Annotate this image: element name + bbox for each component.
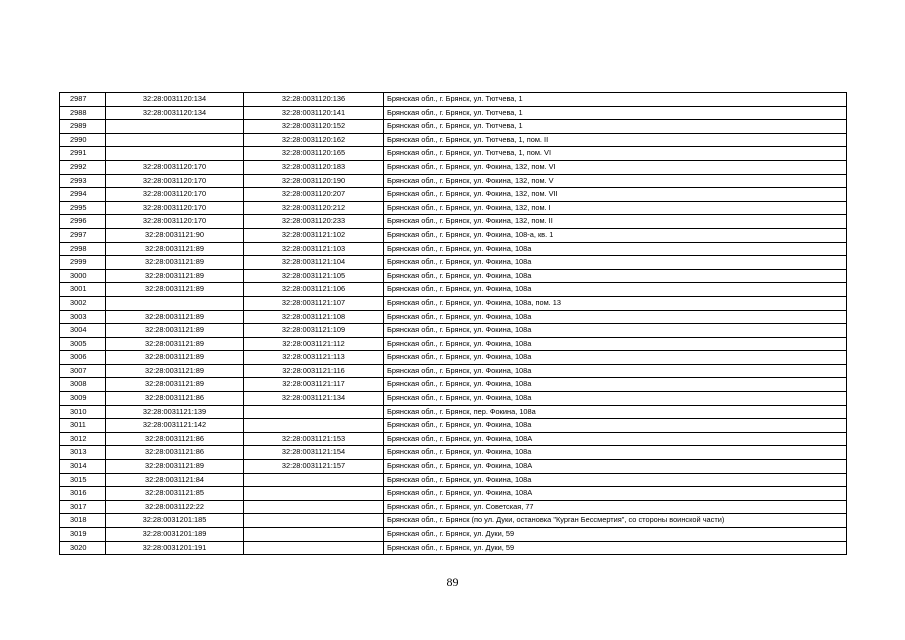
table-row bbox=[60, 378, 847, 392]
table-row bbox=[60, 364, 847, 378]
object-number-cell: 32:28:0031120:207 bbox=[244, 188, 384, 202]
row-number-cell: 3007 bbox=[60, 364, 106, 378]
row-number-cell: 2996 bbox=[60, 215, 106, 229]
registry-table bbox=[59, 92, 847, 555]
parcel-number-cell bbox=[106, 147, 244, 161]
object-number-cell: 32:28:0031121:102 bbox=[244, 228, 384, 242]
object-number-cell: 32:28:0031120:162 bbox=[244, 133, 384, 147]
row-number-cell: 2994 bbox=[60, 188, 106, 202]
table-row bbox=[60, 215, 847, 229]
row-number-cell: 3010 bbox=[60, 405, 106, 419]
row-number-cell: 3016 bbox=[60, 487, 106, 501]
object-number-cell: 32:28:0031120:141 bbox=[244, 106, 384, 120]
table-row bbox=[60, 283, 847, 297]
parcel-number-cell: 32:28:0031121:86 bbox=[106, 392, 244, 406]
table-row bbox=[60, 310, 847, 324]
parcel-number-cell: 32:28:0031201:189 bbox=[106, 528, 244, 542]
parcel-number-cell: 32:28:0031121:89 bbox=[106, 283, 244, 297]
parcel-number-cell: 32:28:0031121:89 bbox=[106, 337, 244, 351]
parcel-number-cell: 32:28:0031201:191 bbox=[106, 541, 244, 555]
object-number-cell: 32:28:0031121:112 bbox=[244, 337, 384, 351]
object-number-cell: 32:28:0031120:136 bbox=[244, 93, 384, 107]
row-number-cell: 3015 bbox=[60, 473, 106, 487]
address-cell: Брянская обл., г. Брянск, ул. Фокина, 108а, пом. 13 bbox=[384, 296, 847, 310]
parcel-number-cell: 32:28:0031121:89 bbox=[106, 351, 244, 365]
table-row bbox=[60, 174, 847, 188]
table-row bbox=[60, 324, 847, 338]
registry-table-body bbox=[60, 93, 847, 555]
address-cell: Брянская обл., г. Брянск, ул. Фокина, 108а bbox=[384, 446, 847, 460]
table-row bbox=[60, 120, 847, 134]
object-number-cell bbox=[244, 500, 384, 514]
parcel-number-cell: 32:28:0031121:84 bbox=[106, 473, 244, 487]
row-number-cell: 3020 bbox=[60, 541, 106, 555]
object-number-cell: 32:28:0031121:104 bbox=[244, 256, 384, 270]
address-cell: Брянская обл., г. Брянск, ул. Тютчева, 1 bbox=[384, 120, 847, 134]
page-number: 89 bbox=[446, 575, 459, 589]
object-number-cell: 32:28:0031120:183 bbox=[244, 160, 384, 174]
parcel-number-cell bbox=[106, 120, 244, 134]
address-cell: Брянская обл., г. Брянск, ул. Тютчева, 1, пом. VI bbox=[384, 147, 847, 161]
parcel-number-cell: 32:28:0031121:139 bbox=[106, 405, 244, 419]
row-number-cell: 2997 bbox=[60, 228, 106, 242]
table-row bbox=[60, 392, 847, 406]
parcel-number-cell: 32:28:0031120:170 bbox=[106, 160, 244, 174]
row-number-cell: 3017 bbox=[60, 500, 106, 514]
address-cell: Брянская обл., г. Брянск, ул. Тютчева, 1, пом. II bbox=[384, 133, 847, 147]
parcel-number-cell: 32:28:0031121:89 bbox=[106, 378, 244, 392]
object-number-cell: 32:28:0031120:152 bbox=[244, 120, 384, 134]
address-cell: Брянская обл., г. Брянск, ул. Фокина, 108а bbox=[384, 351, 847, 365]
object-number-cell bbox=[244, 514, 384, 528]
row-number-cell: 3008 bbox=[60, 378, 106, 392]
parcel-number-cell: 32:28:0031121:142 bbox=[106, 419, 244, 433]
address-cell: Брянская обл., г. Брянск, ул. Фокина, 132, пом. VI bbox=[384, 160, 847, 174]
address-cell: Брянская обл., г. Брянск, ул. Фокина, 108а bbox=[384, 392, 847, 406]
object-number-cell: 32:28:0031120:165 bbox=[244, 147, 384, 161]
table-row bbox=[60, 269, 847, 283]
table-row bbox=[60, 228, 847, 242]
object-number-cell: 32:28:0031121:157 bbox=[244, 460, 384, 474]
object-number-cell: 32:28:0031121:153 bbox=[244, 432, 384, 446]
address-cell: Брянская обл., г. Брянск, ул. Фокина, 108А bbox=[384, 487, 847, 501]
parcel-number-cell: 32:28:0031121:89 bbox=[106, 256, 244, 270]
parcel-number-cell: 32:28:0031120:170 bbox=[106, 201, 244, 215]
object-number-cell: 32:28:0031121:154 bbox=[244, 446, 384, 460]
address-cell: Брянская обл., г. Брянск, ул. Фокина, 108а bbox=[384, 419, 847, 433]
row-number-cell: 2995 bbox=[60, 201, 106, 215]
address-cell: Брянская обл., г. Брянск, ул. Фокина, 132, пом. I bbox=[384, 201, 847, 215]
table-row bbox=[60, 133, 847, 147]
parcel-number-cell: 32:28:0031120:170 bbox=[106, 174, 244, 188]
parcel-number-cell bbox=[106, 133, 244, 147]
row-number-cell: 3019 bbox=[60, 528, 106, 542]
row-number-cell: 3001 bbox=[60, 283, 106, 297]
address-cell: Брянская обл., г. Брянск, ул. Фокина, 132, пом. II bbox=[384, 215, 847, 229]
address-cell: Брянская обл., г. Брянск, ул. Фокина, 108а bbox=[384, 364, 847, 378]
table-row bbox=[60, 487, 847, 501]
object-number-cell bbox=[244, 487, 384, 501]
row-number-cell: 3002 bbox=[60, 296, 106, 310]
object-number-cell bbox=[244, 419, 384, 433]
row-number-cell: 3012 bbox=[60, 432, 106, 446]
object-number-cell: 32:28:0031120:190 bbox=[244, 174, 384, 188]
row-number-cell: 2988 bbox=[60, 106, 106, 120]
address-cell: Брянская обл., г. Брянск, ул. Дуки, 59 bbox=[384, 541, 847, 555]
row-number-cell: 2993 bbox=[60, 174, 106, 188]
row-number-cell: 2987 bbox=[60, 93, 106, 107]
address-cell: Брянская обл., г. Брянск, ул. Фокина, 108а bbox=[384, 242, 847, 256]
row-number-cell: 3013 bbox=[60, 446, 106, 460]
row-number-cell: 2991 bbox=[60, 147, 106, 161]
row-number-cell: 2998 bbox=[60, 242, 106, 256]
table-row bbox=[60, 541, 847, 555]
row-number-cell: 3000 bbox=[60, 269, 106, 283]
row-number-cell: 3005 bbox=[60, 337, 106, 351]
object-number-cell: 32:28:0031121:106 bbox=[244, 283, 384, 297]
parcel-number-cell: 32:28:0031122:22 bbox=[106, 500, 244, 514]
address-cell: Брянская обл., г. Брянск, ул. Фокина, 108а bbox=[384, 324, 847, 338]
parcel-number-cell: 32:28:0031121:89 bbox=[106, 310, 244, 324]
address-cell: Брянская обл., г. Брянск, ул. Фокина, 108а bbox=[384, 283, 847, 297]
parcel-number-cell: 32:28:0031121:86 bbox=[106, 446, 244, 460]
address-cell: Брянская обл., г. Брянск, ул. Фокина, 108-а, кв. 1 bbox=[384, 228, 847, 242]
parcel-number-cell: 32:28:0031121:86 bbox=[106, 432, 244, 446]
address-cell: Брянская обл., г. Брянск, ул. Фокина, 108А bbox=[384, 432, 847, 446]
address-cell: Брянская обл., г. Брянск, ул. Советская, 77 bbox=[384, 500, 847, 514]
table-row bbox=[60, 528, 847, 542]
table-row bbox=[60, 256, 847, 270]
table-row bbox=[60, 405, 847, 419]
address-cell: Брянская обл., г. Брянск, ул. Фокина, 108а bbox=[384, 337, 847, 351]
object-number-cell: 32:28:0031120:233 bbox=[244, 215, 384, 229]
parcel-number-cell: 32:28:0031121:89 bbox=[106, 364, 244, 378]
parcel-number-cell: 32:28:0031120:134 bbox=[106, 93, 244, 107]
table-row bbox=[60, 242, 847, 256]
object-number-cell: 32:28:0031121:109 bbox=[244, 324, 384, 338]
parcel-number-cell: 32:28:0031121:89 bbox=[106, 324, 244, 338]
parcel-number-cell: 32:28:0031121:89 bbox=[106, 269, 244, 283]
parcel-number-cell: 32:28:0031120:134 bbox=[106, 106, 244, 120]
object-number-cell: 32:28:0031121:116 bbox=[244, 364, 384, 378]
table-row bbox=[60, 296, 847, 310]
table-row bbox=[60, 460, 847, 474]
address-cell: Брянская обл., г. Брянск, ул. Фокина, 108А bbox=[384, 460, 847, 474]
table-row bbox=[60, 93, 847, 107]
parcel-number-cell: 32:28:0031121:89 bbox=[106, 460, 244, 474]
row-number-cell: 2990 bbox=[60, 133, 106, 147]
address-cell: Брянская обл., г. Брянск, ул. Фокина, 132, пом. V bbox=[384, 174, 847, 188]
object-number-cell: 32:28:0031121:107 bbox=[244, 296, 384, 310]
object-number-cell bbox=[244, 405, 384, 419]
row-number-cell: 3006 bbox=[60, 351, 106, 365]
table-row bbox=[60, 473, 847, 487]
address-cell: Брянская обл., г. Брянск, ул. Фокина, 108а bbox=[384, 378, 847, 392]
parcel-number-cell: 32:28:0031120:170 bbox=[106, 215, 244, 229]
address-cell: Брянская обл., г. Брянск, ул. Фокина, 108а bbox=[384, 269, 847, 283]
row-number-cell: 2999 bbox=[60, 256, 106, 270]
object-number-cell bbox=[244, 541, 384, 555]
row-number-cell: 3011 bbox=[60, 419, 106, 433]
row-number-cell: 3014 bbox=[60, 460, 106, 474]
parcel-number-cell bbox=[106, 296, 244, 310]
row-number-cell: 3004 bbox=[60, 324, 106, 338]
address-cell: Брянская обл., г. Брянск, ул. Тютчева, 1 bbox=[384, 106, 847, 120]
object-number-cell: 32:28:0031120:212 bbox=[244, 201, 384, 215]
table-row bbox=[60, 419, 847, 433]
table-row bbox=[60, 337, 847, 351]
object-number-cell: 32:28:0031121:134 bbox=[244, 392, 384, 406]
address-cell: Брянская обл., г. Брянск, ул. Дуки, 59 bbox=[384, 528, 847, 542]
table-row bbox=[60, 446, 847, 460]
row-number-cell: 3003 bbox=[60, 310, 106, 324]
address-cell: Брянская обл., г. Брянск, пер. Фокина, 108а bbox=[384, 405, 847, 419]
table-row bbox=[60, 188, 847, 202]
row-number-cell: 3009 bbox=[60, 392, 106, 406]
table-row bbox=[60, 106, 847, 120]
address-cell: Брянская обл., г. Брянск, ул. Тютчева, 1 bbox=[384, 93, 847, 107]
address-cell: Брянская обл., г. Брянск, ул. Фокина, 132, пом. VII bbox=[384, 188, 847, 202]
address-cell: Брянская обл., г. Брянск (по ул. Дуки, остановка "Курган Бессмертия", со стороны воинской части) bbox=[384, 514, 847, 528]
table-row bbox=[60, 201, 847, 215]
table-row bbox=[60, 514, 847, 528]
table-row bbox=[60, 432, 847, 446]
object-number-cell bbox=[244, 473, 384, 487]
parcel-number-cell: 32:28:0031121:85 bbox=[106, 487, 244, 501]
row-number-cell: 3018 bbox=[60, 514, 106, 528]
parcel-number-cell: 32:28:0031121:90 bbox=[106, 228, 244, 242]
object-number-cell: 32:28:0031121:117 bbox=[244, 378, 384, 392]
table-row bbox=[60, 351, 847, 365]
object-number-cell: 32:28:0031121:105 bbox=[244, 269, 384, 283]
table-row bbox=[60, 160, 847, 174]
parcel-number-cell: 32:28:0031121:89 bbox=[106, 242, 244, 256]
object-number-cell: 32:28:0031121:108 bbox=[244, 310, 384, 324]
parcel-number-cell: 32:28:0031201:185 bbox=[106, 514, 244, 528]
row-number-cell: 2992 bbox=[60, 160, 106, 174]
object-number-cell: 32:28:0031121:103 bbox=[244, 242, 384, 256]
parcel-number-cell: 32:28:0031120:170 bbox=[106, 188, 244, 202]
address-cell: Брянская обл., г. Брянск, ул. Фокина, 108а bbox=[384, 473, 847, 487]
row-number-cell: 2989 bbox=[60, 120, 106, 134]
object-number-cell: 32:28:0031121:113 bbox=[244, 351, 384, 365]
address-cell: Брянская обл., г. Брянск, ул. Фокина, 108а bbox=[384, 256, 847, 270]
table-row bbox=[60, 500, 847, 514]
object-number-cell bbox=[244, 528, 384, 542]
address-cell: Брянская обл., г. Брянск, ул. Фокина, 108а bbox=[384, 310, 847, 324]
table-row bbox=[60, 147, 847, 161]
